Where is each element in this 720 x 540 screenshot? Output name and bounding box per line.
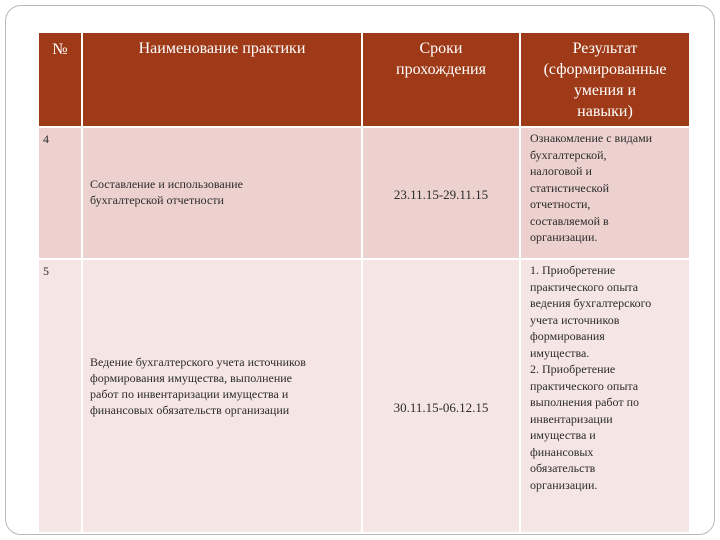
practice-result: Ознакомление с видами бухгалтерской, налоговой и статистической отчетности, составляемой в организации. xyxy=(520,127,689,259)
practice-table xyxy=(39,33,689,534)
practice-name: Составление и использование бухгалтерской отчетности xyxy=(82,127,362,259)
practice-dates: 23.11.15-29.11.15 xyxy=(362,127,520,259)
table-row xyxy=(39,127,689,259)
header-number: № xyxy=(39,33,82,127)
row-number: 4 xyxy=(39,127,82,259)
row-number: 5 xyxy=(39,259,82,533)
header-dates: Сроки прохождения xyxy=(362,33,520,127)
table-row xyxy=(39,259,689,533)
practice-dates: 30.11.15-06.12.15 xyxy=(362,259,520,533)
practice-name: Ведение бухгалтерского учета источников формирования имущества, выполнение работ по инвентаризации имущества и финансовых обязательств организации xyxy=(82,259,362,533)
practice-result: 1. Приобретение практического опыта ведения бухгалтерского учета источников формирования имущества. 2. Приобретение практического опыта выполнения работ по инвентаризации имущества и финансовых обязательств организации. xyxy=(520,259,689,533)
header-practice-name: Наименование практики xyxy=(82,33,362,127)
header-result: Результат (сформированные умения и навыки) xyxy=(520,33,689,127)
header-row xyxy=(39,33,689,127)
